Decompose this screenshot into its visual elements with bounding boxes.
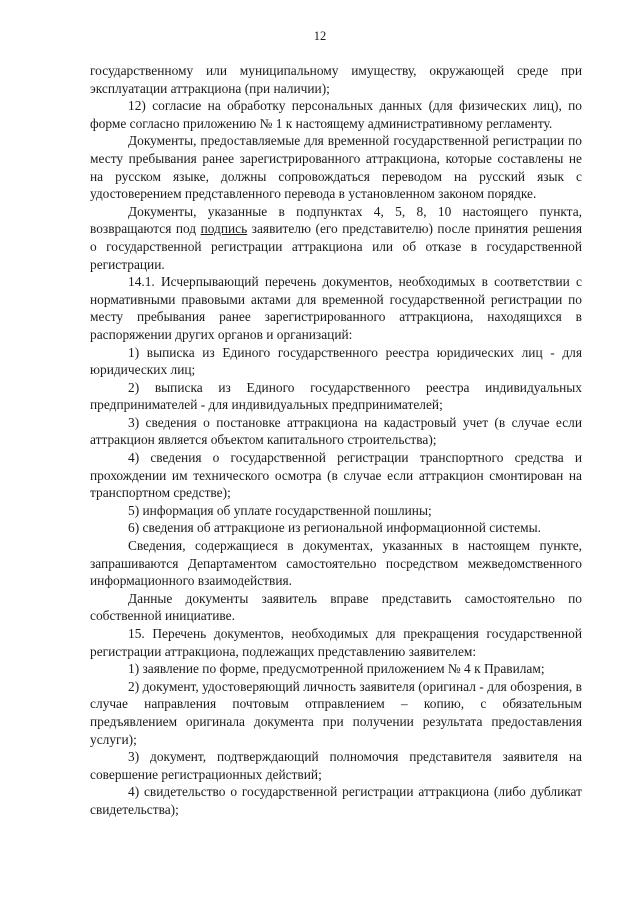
paragraph-documents-return-before: Документы, указанные в подпунктах 4, 5, 8, 10 настоящего пункта, возвращаются под: [90, 203, 582, 237]
paragraph-section-15: 15. Перечень документов, необходимых для прекращения государственной регистрации аттракциона, подлежащих представлению заявителем:: [90, 626, 582, 659]
paragraph-own-initiative: Данные документы заявитель вправе представить самостоятельно по собственной инициативе.: [90, 590, 582, 624]
paragraph-documents-return-after: заявителю (его представителю) после принятия решения о государственной регистрации аттракциона или об отказе в государственной регистрации.: [90, 221, 582, 272]
list-item-1-application: 1) заявление по форме, предусмотренной приложением № 4 к Правилам;: [128, 661, 545, 677]
list-item-2-entrepreneurs: 2) выписка из Единого государственного реестра индивидуальных предпринимателей - для индивидуальных предпринимателей;: [90, 379, 582, 413]
paragraph-documents-return: [90, 203, 582, 273]
list-item-6-regional-system: 6) сведения об аттракционе из региональной информационной системы.: [128, 520, 541, 536]
paragraph-translation-requirement: Документы, предоставляемые для временной государственной регистрации по месту пребывания ранее зарегистрированного аттракциона, которые составлены не на русском языке, должны сопровождаться переводом на русский язык с удостоверением представленного перевода в установленном законом порядке.: [90, 133, 582, 202]
underlined-word-signature: подпись: [200, 221, 248, 237]
list-item-3-representative-authority: 3) документ, подтверждающий полномочия представителя заявителя на совершение регистрационных действий;: [90, 749, 582, 782]
paragraph-interagency-request: Сведения, содержащиеся в документах, указанных в настоящем пункте, запрашиваются Департаментом самостоятельно посредством межведомственного информационного взаимодействия.: [90, 538, 582, 589]
list-item-2-identity-document: 2) документ, удостоверяющий личность заявителя (оригинал - для обозрения, в случае направления почтовым отправлением – копию, с обязательным предъявлением оригинала документа при получении результата предоставления услуги);: [90, 678, 582, 747]
page-number: 12: [313, 29, 327, 43]
list-item-3-cadastral: 3) сведения о постановке аттракциона на кадастровый учет (в случае если аттракцион является объектом капитального строительства);: [90, 414, 582, 448]
list-item-1-legal-entities: 1) выписка из Единого государственного реестра юридических лиц - для юридических лиц;: [90, 344, 582, 378]
paragraph-section-14-1: 14.1. Исчерпывающий перечень документов, необходимых в соответствии с нормативными правовыми актами для временной государственной регистрации по месту пребывания ранее зарегистрированного аттракциона, находящихся в распоряжении других органов и организаций:: [90, 274, 582, 342]
list-item-12-consent: 12) согласие на обработку персональных данных (для физических лиц), по форме согласно приложению № 1 к настоящему административному регламенту.: [90, 98, 582, 131]
document-body: [90, 62, 582, 819]
list-item-4-registration-certificate: 4) свидетельство о государственной регистрации аттракциона (либо дубликат свидетельства);: [90, 784, 582, 817]
list-item-4-vehicle: 4) сведения о государственной регистрации транспортного средства и прохождении им технического осмотра (в случае если аттракцион смонтирован на транспортном средстве);: [90, 450, 582, 501]
paragraph-continuation: государственному или муниципальному имуществу, окружающей среде при эксплуатации аттракциона (при наличии);: [90, 63, 582, 96]
list-item-5-state-duty: 5) информация об уплате государственной пошлины;: [128, 502, 432, 518]
